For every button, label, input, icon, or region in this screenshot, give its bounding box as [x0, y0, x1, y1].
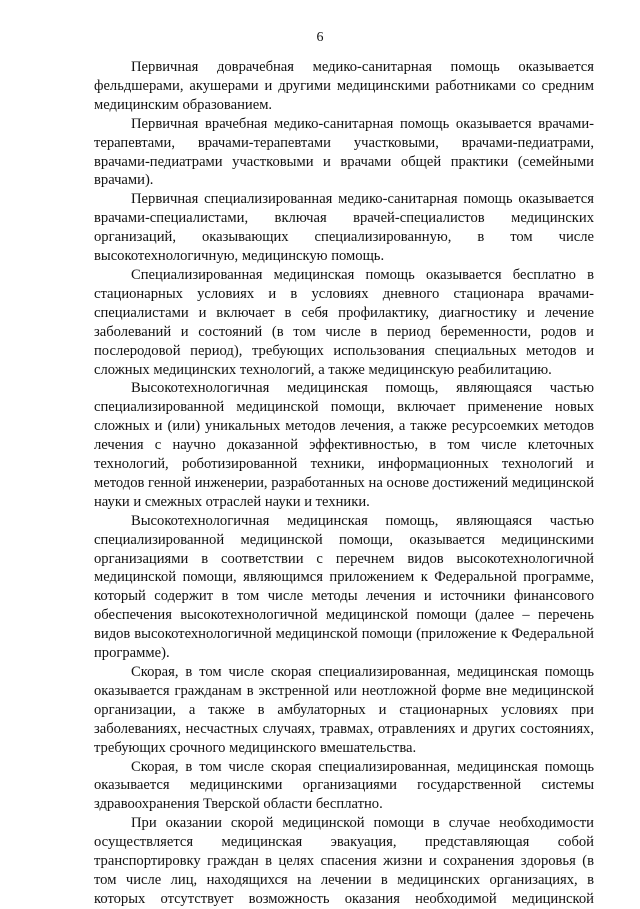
paragraph-specialized-care: Специализированная медицинская помощь оказывается бесплатно в стационарных условиях и в условиях дневного стационара врачами-специалистами и включает в себя профилактику, диагностику и лечение заболеваний и состояний (в том числе в период беременности, родов и послеродовой период), требующих использования специальных методов и сложных медицинских технологий, а также медицинскую реабилитацию. [94, 266, 594, 378]
document-body [94, 58, 594, 909]
paragraph-prehospital-care: Первичная доврачебная медико-санитарная помощь оказывается фельдшерами, акушерами и другими медицинскими работниками со средним медицинским образованием. [94, 59, 594, 113]
paragraph-emergency-care-free: Скорая, в том числе скорая специализированная, медицинская помощь оказывается медицинскими организациями государственной системы здравоохранения Тверской области бесплатно. [94, 758, 594, 813]
page-number: 6 [316, 30, 324, 45]
paragraph-physician-primary-care: Первичная врачебная медико-санитарная помощь оказывается врачами-терапевтами, врачами-терапевтами участковыми, врачами-педиатрами, врачами-педиатрами участковыми и врачами общей практики (семейными врачами). [94, 115, 594, 189]
paragraph-medical-evacuation: При оказании скорой медицинской помощи в случае необходимости осуществляется медицинская эвакуация, представляющая собой транспортировку граждан в целях спасения жизни и сохранения здоровья (в том числе лиц, находящихся на лечении в медицинских организациях, в которых отсутствует возможность оказания необходимой медицинской [94, 815, 594, 907]
paragraph-high-tech-care-provision: Высокотехнологичная медицинская помощь, являющаяся частью специализированной медицинской помощи, оказывается медицинскими организациями в соответствии с перечнем видов высокотехнологичной медицинской помощи, являющимся приложением к Федеральной программе, который содержит в том числе методы лечения и источники финансового обеспечения высокотехнологичной медицинской помощи (далее – перечень видов высокотехнологичной медицинской помощи (приложение к Федеральной программе). [94, 512, 594, 662]
paragraph-emergency-care: Скорая, в том числе скорая специализированная, медицинская помощь оказывается гражданам в экстренной или неотложной форме вне медицинской организации, а также в амбулаторных и стационарных условиях при заболеваниях, несчастных случаях, травмах, отравлениях и других состояниях, требующих срочного медицинского вмешательства. [94, 664, 594, 756]
paragraph-high-tech-care-definition: Высокотехнологичная медицинская помощь, являющаяся частью специализированной медицинской помощи, включает применение новых сложных и (или) уникальных методов лечения, а также ресурсоемких методов лечения с научно доказанной эффективностью, в том числе клеточных технологий, роботизированной техники, информационных технологий и методов генной инженерии, разработанных на основе достижений медицинской науки и смежных отраслей науки и техники. [94, 380, 594, 510]
paragraph-specialized-primary-care: Первичная специализированная медико-санитарная помощь оказывается врачами-специалистами, включая врачей-специалистов медицинских организаций, оказывающих специализированную, в том числе высокотехнологичную, медицинскую помощь. [94, 191, 594, 265]
